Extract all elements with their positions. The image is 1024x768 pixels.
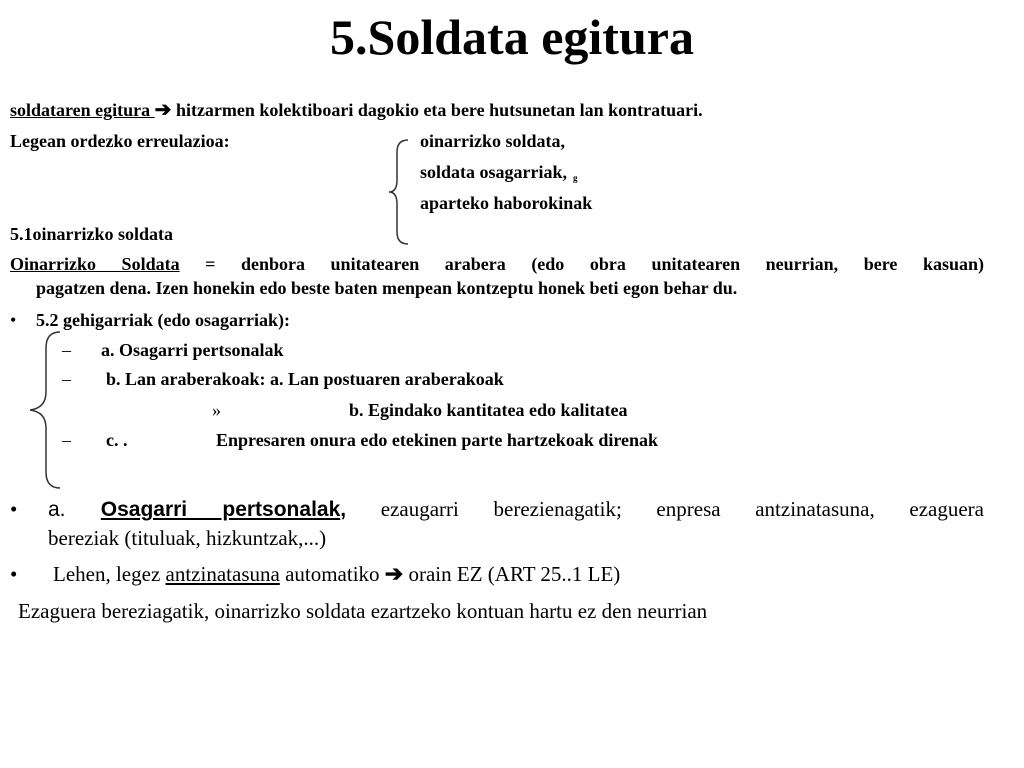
section-52-heading: 5.2 gehigarriak (edo osagarriak): xyxy=(36,310,290,330)
bullet: • xyxy=(10,562,18,586)
osagarri-line-2: bereziak (tituluak, hizkuntzak,...) xyxy=(48,526,327,550)
osagarri-prefix: a. xyxy=(48,498,101,521)
page-title: 5.Soldata egitura xyxy=(330,9,694,65)
item-b: b. Lan araberakoak: a. Lan postuaren araberakoak xyxy=(106,369,504,389)
definition-line-1 xyxy=(10,253,984,275)
lehen-text-3: orain EZ (ART 25..1 LE) xyxy=(403,562,621,586)
legean-item-2-text: soldata osagarriak, xyxy=(420,162,568,182)
lehen-text-2: automatiko xyxy=(279,562,385,586)
item-c-label: c. . xyxy=(106,430,128,450)
legean-item-2 xyxy=(420,161,578,189)
structure-text: hitzarmen kolektiboari dagokio eta bere hutsunetan lan kontratuari. xyxy=(171,100,703,120)
dash: – xyxy=(62,369,71,389)
osagarri-comma: , xyxy=(340,498,347,521)
legean-brace xyxy=(388,138,418,246)
right-arrow-icon: ➔ xyxy=(384,561,404,586)
legean-label: Legean ordezko erreulazioa: xyxy=(10,131,230,151)
osagarri-line-1 xyxy=(48,496,984,523)
item-a: a. Osagarri pertsonalak xyxy=(101,340,284,360)
bullet: • xyxy=(10,310,17,330)
ezaguera-line: Ezaguera bereziagatik, oinarrizko soldata ezartzeko kontuan hartu ez den neurrian xyxy=(18,599,708,623)
items-brace xyxy=(28,330,68,490)
structure-line xyxy=(10,99,703,121)
small-mark: g xyxy=(573,173,578,183)
osagarri-term: Osagarri pertsonalak xyxy=(100,498,341,521)
lehen-text-1: Lehen, legez xyxy=(53,562,166,586)
section-51-heading: 5.1oinarrizko soldata xyxy=(10,224,174,244)
dash: – xyxy=(62,340,71,360)
lehen-underlined: antzinatasuna xyxy=(165,562,280,586)
osagarri-text-1: ezaugarri berezienagatik; enpresa antzinatasuna, ezaguera xyxy=(346,497,984,521)
structure-label: soldataren egitura xyxy=(10,100,155,120)
dash: – xyxy=(62,430,71,450)
definition-text-1: = denbora unitatearen arabera (edo obra unitatearen neurrian, bere kasuan) xyxy=(179,254,984,274)
definition-line-2: pagatzen dena. Izen honekin edo beste baten menpean kontzeptu honek beti egon behar du. xyxy=(36,278,738,298)
definition-term: Oinarrizko Soldata xyxy=(10,254,180,274)
lehen-line xyxy=(53,561,620,587)
legean-item-1: oinarrizko soldata, xyxy=(420,131,566,151)
legean-item-3: aparteko haborokinak xyxy=(420,193,593,213)
item-c-text: Enpresaren onura edo etekinen parte hartzekoak direnak xyxy=(216,430,659,450)
sub-marker: » xyxy=(212,400,221,420)
bullet: • xyxy=(10,497,18,521)
item-b2: b. Egindako kantitatea edo kalitatea xyxy=(349,400,628,420)
right-arrow-icon: ➔ xyxy=(154,99,172,121)
